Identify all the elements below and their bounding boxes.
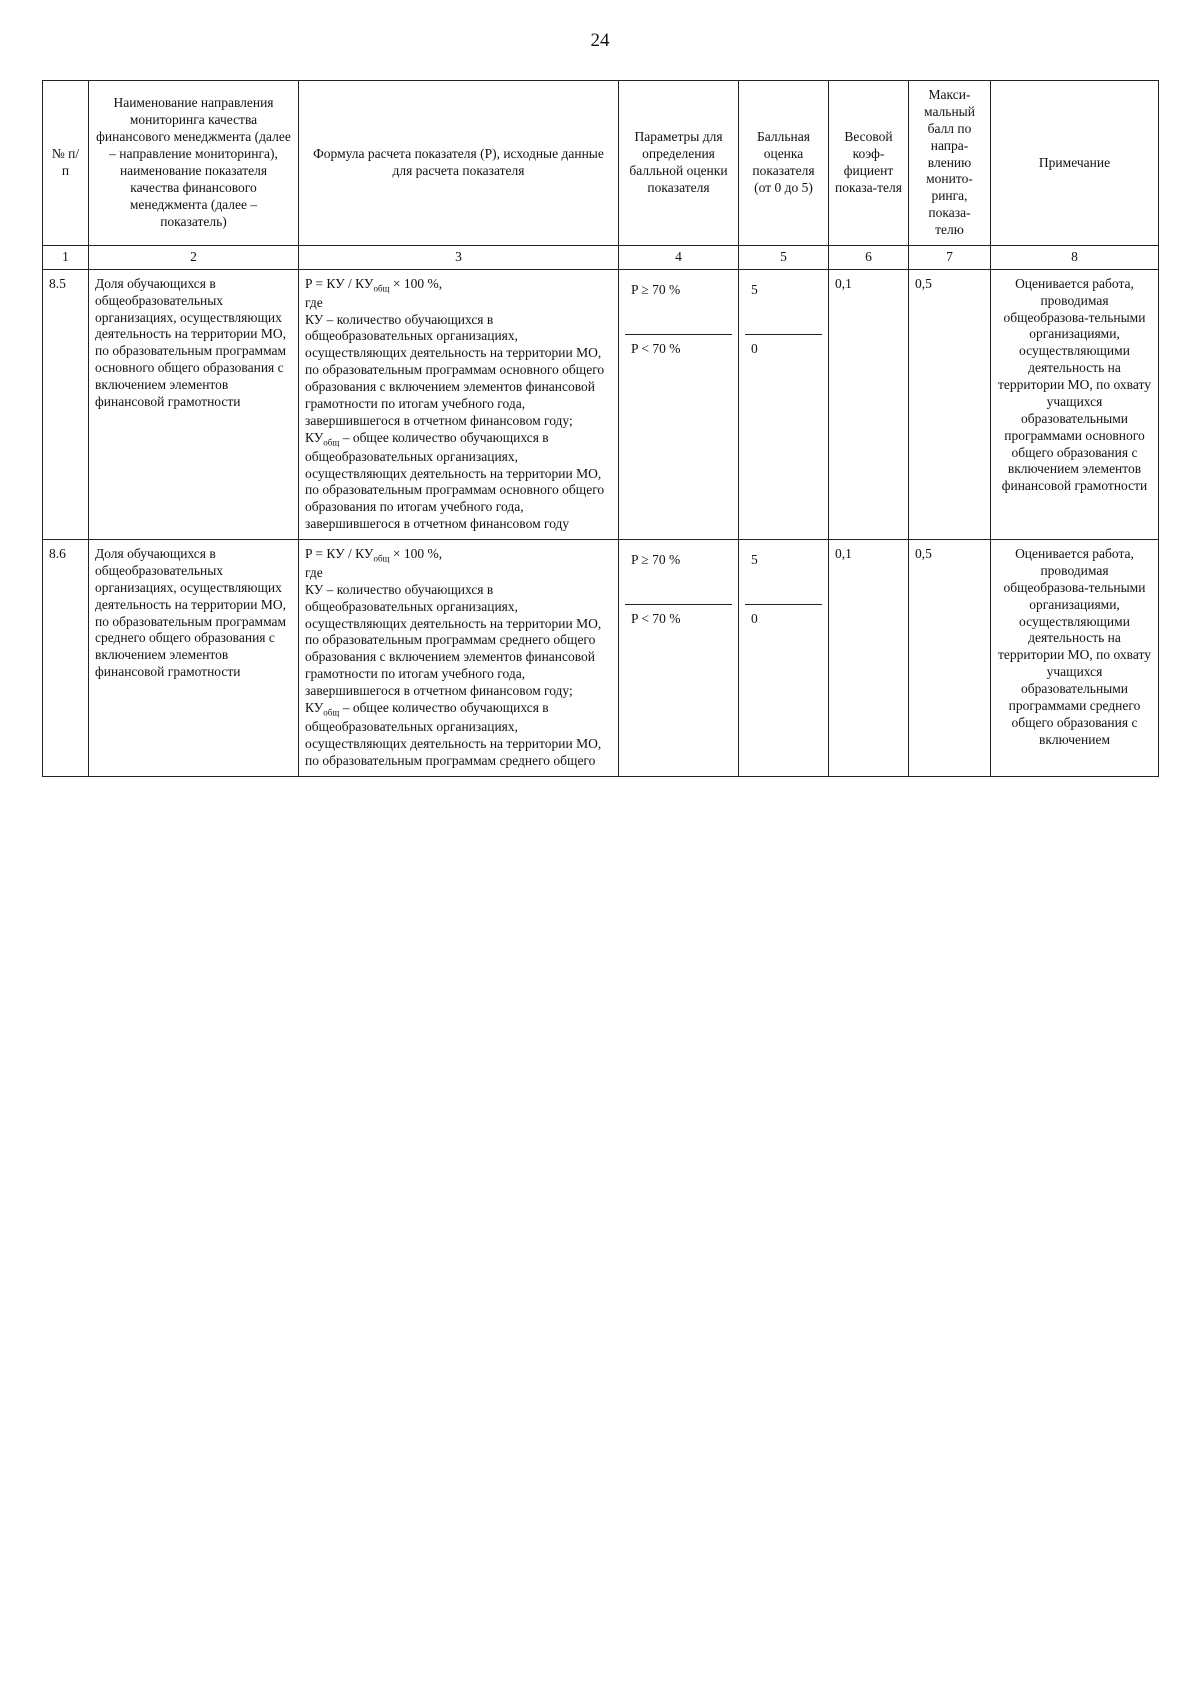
row-number: 8.5	[43, 269, 89, 539]
column-number: 1	[43, 245, 89, 269]
row-number: 8.6	[43, 540, 89, 777]
note-text: Оценивается работа, проводимая общеобразова-тельными организациями, осуществляющими деятельность на территории МО, по охвату учащихся образовательными программами основного общего образования с включением элементов финансовой грамотности	[991, 269, 1159, 539]
formula-ku-total-definition: $КУ_{общ}$ – общее количество обучающихся в общеобразовательных организациях, осуществляющих деятельность на территории МО, по образовательным программам среднего общего	[305, 699, 602, 768]
column-number: 4	[619, 245, 739, 269]
column-number: 6	[829, 245, 909, 269]
header-score: Балльная оценка показателя (от 0 до 5)	[739, 81, 829, 246]
header-num: № п/п	[43, 81, 89, 246]
table-row	[43, 269, 1159, 539]
column-number: 2	[89, 245, 299, 269]
column-number: 5	[739, 245, 829, 269]
page-number: 24	[590, 30, 610, 51]
param-condition: P < 70 %	[631, 611, 681, 626]
formula-line: P = КУ / $КУ_{общ} \times 100$ %,	[305, 275, 443, 294]
formula-ku-definition: КУ – количество обучающихся в общеобразовательных организациях, осуществляющих деятельность на территории МО, по образовательным программам среднего общего образования с включением элементов финансовой грамотности по итогам учебного года, завершившегося в отчетном финансовом году;	[305, 581, 602, 699]
score-value: 5	[745, 276, 822, 335]
header-max-score: Макси-мальный балл по напра-влению монито-ринга, показа-телю	[909, 81, 991, 246]
column-numbers-row	[43, 245, 1159, 269]
score-value: 0	[751, 611, 758, 626]
formula-ku-definition: КУ – количество обучающихся в общеобразовательных организациях, осуществляющих деятельность на территории МО, по образовательным программам основного общего образования с включением элементов финансовой грамотности по итогам учебного года, завершившегося в отчетном финансовом году;	[305, 311, 605, 428]
header-formula: Формула расчета показателя (P), исходные данные для расчета показателя	[299, 81, 619, 246]
formula-where: где	[305, 294, 323, 310]
note-text: Оценивается работа, проводимая общеобразова-тельными организациями, осуществляющими деятельность на территории МО, по охвату учащихся образовательными программами среднего общего образования с включением	[991, 540, 1159, 777]
column-number: 3	[299, 245, 619, 269]
formula-line: P = КУ / $КУ_{общ} \times 100$ %,	[305, 546, 443, 564]
weight-value: 0,1	[829, 540, 909, 777]
header-note: Примечание	[991, 81, 1159, 246]
indicator-name: Доля обучающихся в общеобразовательных организациях, осуществляющих деятельность на территории МО, по образовательным программам основного общего образования с включением элементов финансовой грамотности	[89, 269, 299, 539]
params-cell	[619, 269, 739, 539]
table-header-row	[43, 81, 1159, 246]
max-score-value: 0,5	[909, 540, 991, 777]
formula-cell	[299, 269, 619, 539]
score-cell	[739, 269, 829, 539]
header-params: Параметры для определения балльной оценки показателя	[619, 81, 739, 246]
header-weight: Весовой коэф-фициент показа-теля	[829, 81, 909, 246]
max-score-value: 0,5	[909, 269, 991, 539]
indicator-name: Доля обучающихся в общеобразовательных организациях, осуществляющих деятельность на территории МО, по образовательным программам среднего общего образования с включением элементов финансовой грамотности	[89, 540, 299, 777]
param-condition: P < 70 %	[631, 340, 681, 356]
column-number: 8	[991, 245, 1159, 269]
formula-ku-total-definition: $КУ_{общ}$ – общее количество обучающихся в общеобразовательных организациях, осуществляющих деятельность на территории МО, по образовательным программам основного общего образования по итогам учебного года, завершившегося в отчетном финансовом году	[305, 429, 605, 532]
score-value: 5	[745, 546, 822, 605]
column-number: 7	[909, 245, 991, 269]
score-cell	[739, 540, 829, 777]
score-value: 0	[751, 340, 758, 356]
param-condition: P ≥ 70 %	[625, 546, 732, 605]
weight-value: 0,1	[829, 269, 909, 539]
formula-cell	[299, 540, 619, 777]
formula-where: где	[305, 564, 323, 580]
table-row	[43, 540, 1159, 777]
monitoring-table	[42, 80, 1159, 777]
params-cell	[619, 540, 739, 777]
header-name: Наименование направления мониторинга качества финансового менеджмента (далее – направление мониторинга), наименование показателя качества финансового менеджмента (далее – показатель)	[89, 81, 299, 246]
param-condition: P ≥ 70 %	[625, 276, 732, 335]
